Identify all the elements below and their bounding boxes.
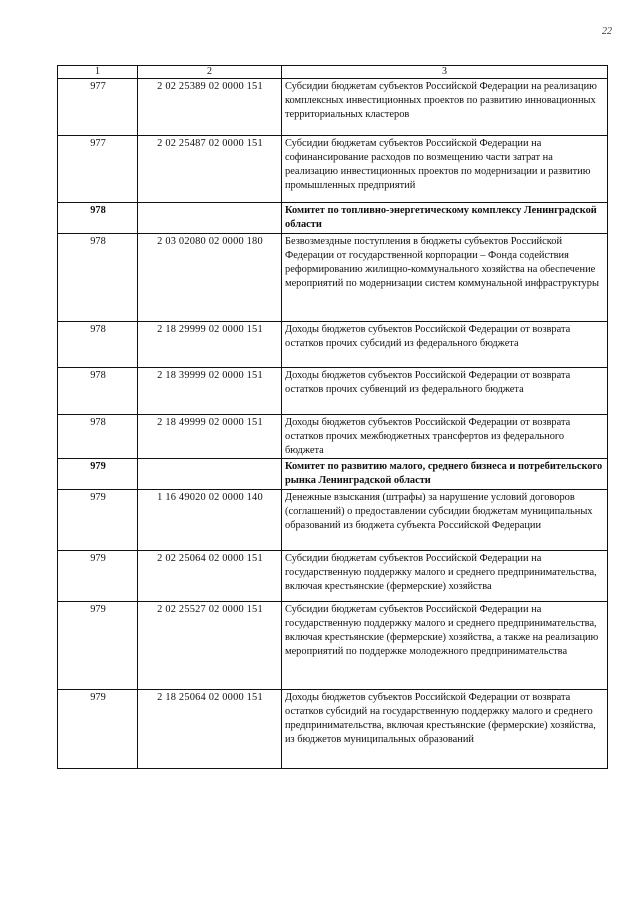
description-cell: Комитет по топливно-энергетическому комплексу Ленинградской области (282, 203, 608, 234)
page-number: 22 (602, 26, 612, 37)
table-row (58, 368, 608, 415)
row-number-cell: 979 (58, 490, 138, 551)
budget-code-cell: 2 18 39999 02 0000 151 (138, 368, 282, 415)
budget-code-cell: 1 16 49020 02 0000 140 (138, 490, 282, 551)
description-cell: Субсидии бюджетам субъектов Российской Федерации на государственную поддержку малого и среднего предпринимательства, включая крестьянские (фермерские) хозяйства (282, 551, 608, 602)
budget-code-cell: 2 02 25389 02 0000 151 (138, 79, 282, 136)
header-col-3: 3 (282, 66, 608, 79)
budget-code-cell: 2 18 25064 02 0000 151 (138, 690, 282, 769)
table-row (58, 602, 608, 690)
row-number-cell: 977 (58, 79, 138, 136)
table-row (58, 203, 608, 234)
budget-code-cell: 2 02 25487 02 0000 151 (138, 136, 282, 203)
table-row (58, 551, 608, 602)
description-cell: Субсидии бюджетам субъектов Российской Федерации на государственную поддержку малого и среднего предпринимательства, включая крестьянские (фермерские) хозяйства, а также на реализацию мероприятий по поддержке молодежного предпринимательства (282, 602, 608, 690)
header-col-1: 1 (58, 66, 138, 79)
row-number-cell: 978 (58, 322, 138, 368)
budget-code-cell: 2 18 29999 02 0000 151 (138, 322, 282, 368)
budget-code-cell: 2 03 02080 02 0000 180 (138, 234, 282, 322)
table-row (58, 234, 608, 322)
row-number-cell: 979 (58, 602, 138, 690)
description-cell: Денежные взыскания (штрафы) за нарушение условий договоров (соглашений) о предоставлении субсидии бюджетам муниципальных образований из бюджета субъекта Российской Федерации (282, 490, 608, 551)
description-cell: Доходы бюджетов субъектов Российской Федерации от возврата остатков субсидий на государственную поддержку малого и среднего предпринимательства, включая крестьянские (фермерские) хозяйства, из бюджетов муниципальных образований (282, 690, 608, 769)
row-number-cell: 978 (58, 368, 138, 415)
table-row (58, 322, 608, 368)
revenue-codes-table (57, 65, 608, 769)
table-row (58, 490, 608, 551)
row-number-cell: 978 (58, 415, 138, 459)
description-cell: Доходы бюджетов субъектов Российской Федерации от возврата остатков прочих субвенций из федерального бюджета (282, 368, 608, 415)
table-header-row (58, 66, 608, 79)
budget-code-cell (138, 203, 282, 234)
row-number-cell: 979 (58, 551, 138, 602)
row-number-cell: 979 (58, 459, 138, 490)
budget-code-cell (138, 459, 282, 490)
description-cell: Комитет по развитию малого, среднего бизнеса и потребительского рынка Ленинградской области (282, 459, 608, 490)
description-cell: Доходы бюджетов субъектов Российской Федерации от возврата остатков прочих межбюджетных трансфертов из федерального бюджета (282, 415, 608, 459)
row-number-cell: 978 (58, 234, 138, 322)
row-number-cell: 979 (58, 690, 138, 769)
header-col-2: 2 (138, 66, 282, 79)
description-cell: Субсидии бюджетам субъектов Российской Федерации на реализацию комплексных инвестиционных проектов по развитию инновационных территориальных кластеров (282, 79, 608, 136)
row-number-cell: 977 (58, 136, 138, 203)
table-row (58, 690, 608, 769)
row-number-cell: 978 (58, 203, 138, 234)
budget-code-cell: 2 18 49999 02 0000 151 (138, 415, 282, 459)
description-cell: Безвозмездные поступления в бюджеты субъектов Российской Федерации от государственной корпорации – Фонда содействия реформированию жилищно-коммунального хозяйства на обеспечение мероприятий по модернизации систем коммунальной инфраструктуры (282, 234, 608, 322)
table-row (58, 459, 608, 490)
budget-code-cell: 2 02 25527 02 0000 151 (138, 602, 282, 690)
table-row (58, 79, 608, 136)
description-cell: Доходы бюджетов субъектов Российской Федерации от возврата остатков прочих субсидий из федерального бюджета (282, 322, 608, 368)
description-cell: Субсидии бюджетам субъектов Российской Федерации на софинансирование расходов по возмещению части затрат на реализацию инвестиционных проектов по модернизации и развитию промышленных предприятий (282, 136, 608, 203)
table-row (58, 136, 608, 203)
table-body (58, 79, 608, 769)
table-row (58, 415, 608, 459)
budget-code-cell: 2 02 25064 02 0000 151 (138, 551, 282, 602)
